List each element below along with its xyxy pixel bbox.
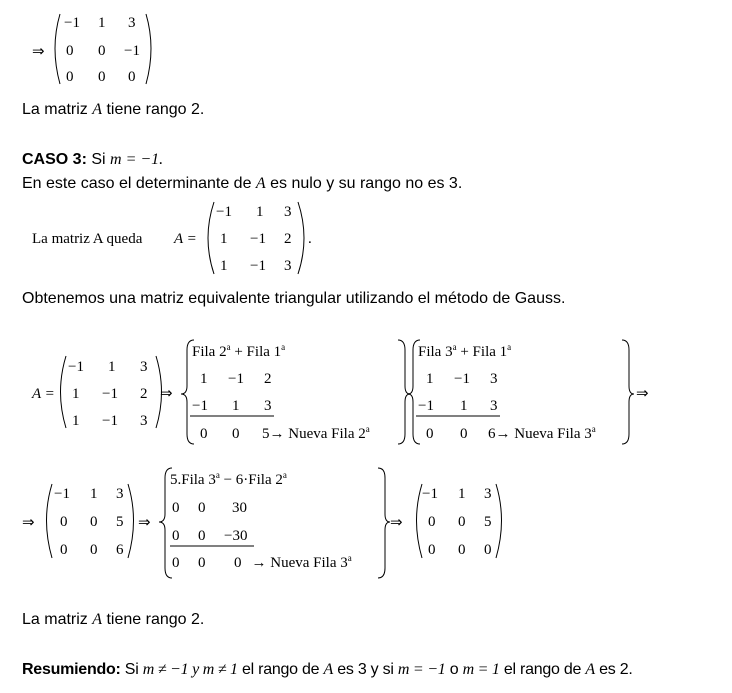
rank-statement-2: [22, 611, 204, 629]
matrix-cell: 3: [490, 398, 498, 414]
matrix-cell: 3: [284, 204, 292, 220]
math-var: A: [92, 611, 103, 628]
matrix-cell: 0: [172, 555, 180, 571]
implies-arrow: ⇒: [32, 44, 45, 60]
matrix-cell: 2: [284, 231, 292, 247]
matrix-cell: −1: [102, 386, 118, 402]
math-var: A: [255, 175, 266, 192]
math-var: A: [585, 661, 595, 678]
op-text: Fila 3: [418, 344, 453, 360]
matrix-cell: 2: [264, 371, 272, 387]
matrix-cell: 0: [172, 500, 180, 516]
text: tiene rango 2.: [102, 101, 205, 118]
summary-label: Resumiendo:: [22, 661, 121, 678]
matrix-cell: 0: [198, 528, 206, 544]
matrix-cell: 2: [140, 386, 148, 402]
left-paren: [61, 356, 67, 428]
matrix-cell: 3: [128, 15, 136, 31]
matrix-cell: 0: [60, 542, 68, 558]
matrix-cell: 0: [426, 426, 434, 442]
text: tiene rango 2.: [102, 611, 205, 628]
matrix-cell: 5: [484, 514, 492, 530]
matrix-cell: 0: [60, 514, 68, 530]
top-matrix: [32, 14, 151, 85]
matrix-cell: 1: [72, 386, 80, 402]
matrix-cell: 0: [98, 43, 106, 59]
matrix-A-label: La matriz A queda: [32, 231, 143, 247]
text: Si: [86, 151, 111, 168]
math-condition: m = −1.: [110, 151, 164, 168]
right-paren: [496, 484, 502, 558]
matrix-cell: −1: [68, 359, 84, 375]
gauss-step-2: [22, 468, 502, 578]
text: En este caso el determinante de: [22, 175, 256, 192]
svg-text:5→ Nueva Fila 2a: [262, 424, 370, 442]
period: .: [308, 231, 312, 247]
op-text: Fila 2: [192, 344, 227, 360]
implies-arrow: ⇒: [22, 515, 35, 531]
superscript: a: [591, 424, 596, 434]
superscript: a: [347, 553, 352, 563]
matrix-cell: 5: [262, 426, 270, 442]
text: el rango de: [499, 661, 586, 678]
text: el rango de: [237, 661, 324, 678]
gauss-step-1: [31, 340, 649, 444]
matrix-cell: 3: [140, 359, 148, 375]
matrix-cell: 1: [256, 204, 264, 220]
matrix-cell: 1: [458, 486, 466, 502]
matrix-cell: −1: [228, 371, 244, 387]
summary: [22, 661, 633, 679]
matrix-cell: −1: [250, 231, 266, 247]
matrix-cell: −1: [102, 413, 118, 429]
matrix-cell: −30: [224, 528, 248, 544]
svg-text:0→ Nueva Fila 3a: [234, 553, 352, 571]
matrix-cell: −1: [418, 398, 434, 414]
right-brace: [398, 340, 410, 444]
matrix-cell: 1: [98, 15, 106, 31]
matrix-cell: −1: [422, 486, 438, 502]
matrix-cell: −1: [124, 43, 140, 59]
matrix-cell: −1: [64, 15, 80, 31]
matrix-cell: 1: [90, 486, 98, 502]
op-text: → Nueva Fila 2: [269, 426, 366, 442]
matrix-cell: 1: [220, 231, 228, 247]
left-paren: [208, 202, 214, 274]
right-paren: [298, 202, 304, 274]
text: o: [445, 661, 463, 678]
matrix-A-lhs: A =: [174, 231, 197, 247]
matrix-cell: 1: [220, 258, 228, 274]
math-condition: m = −1: [397, 661, 446, 678]
op-text: → Nueva Fila 3: [251, 555, 348, 571]
right-paren: [128, 484, 134, 558]
matrix-cell: 0: [428, 542, 436, 558]
matrix-cell: 3: [284, 258, 292, 274]
matrix-cell: 3: [484, 486, 492, 502]
matrix-cell: 1: [426, 371, 434, 387]
matrix-cell: 0: [98, 69, 106, 85]
matrix-cell: 1: [72, 413, 80, 429]
svg-text:Fila 2a + Fila 1a: [192, 342, 285, 360]
implies-arrow: ⇒: [390, 515, 403, 531]
matrix-cell: 0: [484, 542, 492, 558]
matrix-cell: 6: [488, 426, 496, 442]
matrix-cell: −1: [454, 371, 470, 387]
text: Si: [120, 661, 143, 678]
matrix-cell: 3: [140, 413, 148, 429]
matrix-cell: 0: [460, 426, 468, 442]
text: La matriz: [22, 101, 93, 118]
math-condition: m ≠ −1 y m ≠ 1: [142, 661, 238, 678]
matrix-cell: 6: [116, 542, 124, 558]
superscript: a: [215, 470, 220, 480]
text: es 2.: [594, 661, 633, 678]
right-brace: [622, 340, 634, 444]
matrix-cell: 0: [428, 514, 436, 530]
matrix-cell: 0: [172, 528, 180, 544]
superscript: a: [452, 342, 457, 352]
superscript: a: [226, 342, 231, 352]
matrix-cell: 1: [460, 398, 468, 414]
implies-arrow: ⇒: [636, 386, 649, 402]
matrix-cell: −1: [250, 258, 266, 274]
right-brace: [378, 468, 390, 578]
matrix-cell: −1: [54, 486, 70, 502]
left-paren: [55, 14, 60, 84]
superscript: a: [282, 470, 287, 480]
superscript: a: [507, 342, 512, 352]
right-paren: [146, 14, 151, 84]
rank-statement-1: [22, 101, 204, 119]
matrix-cell: 0: [234, 555, 242, 571]
matrix-cell: 3: [264, 398, 272, 414]
left-paren: [47, 484, 53, 558]
math-var: A: [323, 661, 334, 678]
op-text: + Fila 1: [456, 344, 508, 360]
svg-text:6→ Nueva Fila 3a: [488, 424, 596, 442]
matrix-A-lhs: A =: [32, 386, 55, 402]
matrix-cell: 0: [200, 426, 208, 442]
implies-arrow: ⇒: [138, 515, 151, 531]
gauss-intro: Obtenemos una matriz equivalente triangular utilizando el método de Gauss.: [22, 290, 566, 307]
svg-text:5.Fila 3a − 6·Fila 2a: [170, 470, 287, 488]
svg-text:Fila 3a + Fila 1a: [418, 342, 511, 360]
op-text: → Nueva Fila 3: [495, 426, 592, 442]
superscript: a: [365, 424, 370, 434]
matrix-cell: 0: [458, 542, 466, 558]
op-text: − 6·Fila 2: [219, 472, 283, 488]
text: La matriz: [22, 611, 93, 628]
case-label: CASO 3:: [22, 151, 87, 168]
matrix-cell: 1: [200, 371, 208, 387]
text: es nulo y su rango no es 3.: [265, 175, 463, 192]
matrix-cell: 0: [198, 500, 206, 516]
text: es 3 y si: [333, 661, 398, 678]
matrix-cell: 3: [116, 486, 124, 502]
matrix-cell: 0: [128, 69, 136, 85]
case-3-description: [22, 175, 462, 193]
implies-arrow: ⇒: [160, 386, 173, 402]
case-3-heading: [22, 151, 163, 169]
matrix-cell: 0: [66, 69, 74, 85]
matrix-cell: 0: [458, 514, 466, 530]
matrix-cell: 0: [90, 542, 98, 558]
math-condition: m = 1: [462, 661, 500, 678]
op-text: + Fila 1: [230, 344, 282, 360]
op-text: 5.Fila 3: [170, 472, 216, 488]
superscript: a: [281, 342, 286, 352]
matrix-cell: −1: [216, 204, 232, 220]
matrix-cell: 5: [116, 514, 124, 530]
math-var: A: [92, 101, 103, 118]
matrix-cell: 1: [232, 398, 240, 414]
matrix-cell: −1: [192, 398, 208, 414]
matrix-cell: 0: [198, 555, 206, 571]
matrix-cell: 30: [232, 500, 247, 516]
matrix-cell: 1: [108, 359, 116, 375]
matrix-A-definition: [32, 202, 312, 274]
matrix-cell: 3: [490, 371, 498, 387]
matrix-cell: 0: [66, 43, 74, 59]
matrix-cell: 0: [90, 514, 98, 530]
matrix-cell: 0: [232, 426, 240, 442]
